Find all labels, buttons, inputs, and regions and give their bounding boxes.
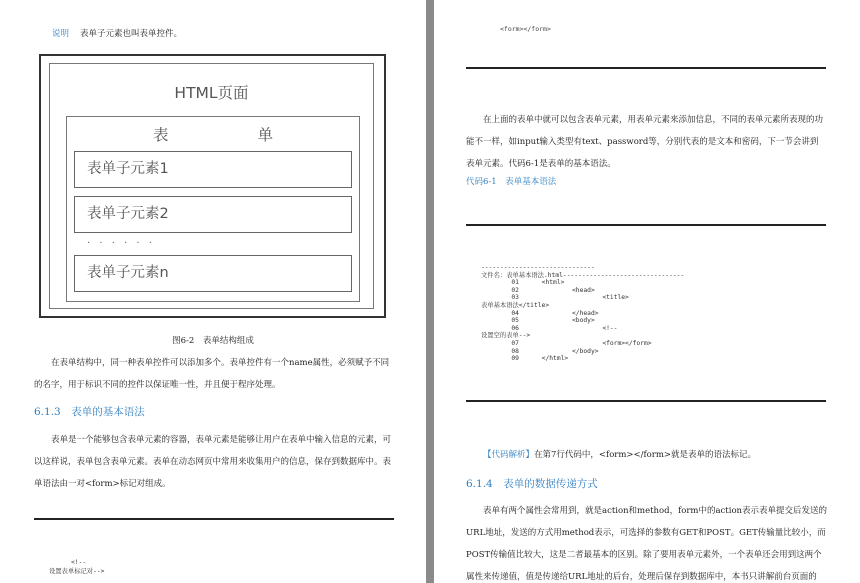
code-analysis [483,448,756,460]
code-line: 02 <head> [481,286,595,294]
code-line: 设置空的表单--> [481,332,531,340]
code-line: 01 <html> [481,279,565,287]
code-line: 设置表单标记对--> [49,568,105,575]
html-page-box [49,63,374,309]
form-subelement-1: 表单子元素1 [74,151,352,188]
left-page [0,0,426,583]
form-box [66,116,360,302]
section-heading: 6.1.4 表单的数据传递方式 [466,478,598,490]
code-line: 04 </head> [481,309,599,317]
paragraph: 在上面的表单中就可以包含表单元素，用表单元素来添加信息，不同的表单元素所表现的功能不一样，如input输入类型有text、password等，分别代表的是文本和密码，下一节会讲到表单元素。代码6-1是表单的基本语法。 [466,115,824,169]
note-text: 表单子元素也叫表单控件。 [80,29,183,39]
html-page-title: HTML页面 [174,84,249,102]
figure-caption: 图6-2 表单结构组成 [172,336,254,346]
code-line: <form></form> [500,25,551,33]
code-line: 09 </html> [481,355,569,363]
ellipsis-dots: · · · · · · [87,238,155,249]
code-rule-bottom [466,67,826,69]
code-line: 03 <title> [481,294,629,302]
right-page [434,0,860,583]
code-line: <!-- [71,559,87,566]
section-heading: 6.1.3 表单的基本语法 [34,406,145,418]
form-title: 表 单 [153,126,315,144]
paragraph: 表单是一个能够包含表单元素的容器，表单元素是能够让用户在表单中输入信息的元素，可以这样说，表单包含表单元素。表单在动态网页中常用来收集用户的信息，保存到数据库中。表单语法由一对<form>标记对组成。 [34,435,392,489]
form-structure-diagram [39,54,386,318]
code-rule-top [34,518,394,520]
code-line: 06 <!-- [481,324,618,332]
code-block [481,264,684,363]
code-caption: 代码6-1 表单基本语法 [466,177,557,187]
analysis-label: 【代码解析】 [483,450,535,460]
code-rule-top [466,224,826,226]
note-label: 说明 [52,29,70,39]
paragraph: 表单有两个属性会常用到，就是action和method，form中的action表示表单提交后发送的URL地址，发送的方式用method表示，可选择的参数有GET和POST。GET传输量比较小，而POST传输值比较大，这是二者最基本的区别。除了要用表单元素外，一个表单还会用到这两个属性来传递值，值是传递给URL地址的后台，处理后保存到数据库中，本书只讲解前台页面的 [466,506,828,582]
page-gutter [426,0,434,583]
form-subelement-2: 表单子元素2 [74,196,352,233]
form-subelement-n: 表单子元素n [74,255,352,292]
code-line: 07 <form></form> [481,339,652,347]
code-line: 05 <body> [481,317,595,325]
code-line: 文件名：表单基本语法.html-------------------------------- [481,271,685,279]
paragraph: 在表单结构中，同一种表单控件可以添加多个。表单控件有一个name属性，必须赋予不同的名字，用于标识不同的控件以保证唯一性，并且便于程序处理。 [34,358,390,390]
code-line: 表单基本语法</title> [481,301,550,309]
code-line: 08 </body> [481,347,599,355]
code-line: ------------------------------ [481,264,595,271]
analysis-text: 在第7行代码中，<form></form>就是表单的语法标记。 [534,450,757,460]
code-rule-bottom [466,400,826,402]
